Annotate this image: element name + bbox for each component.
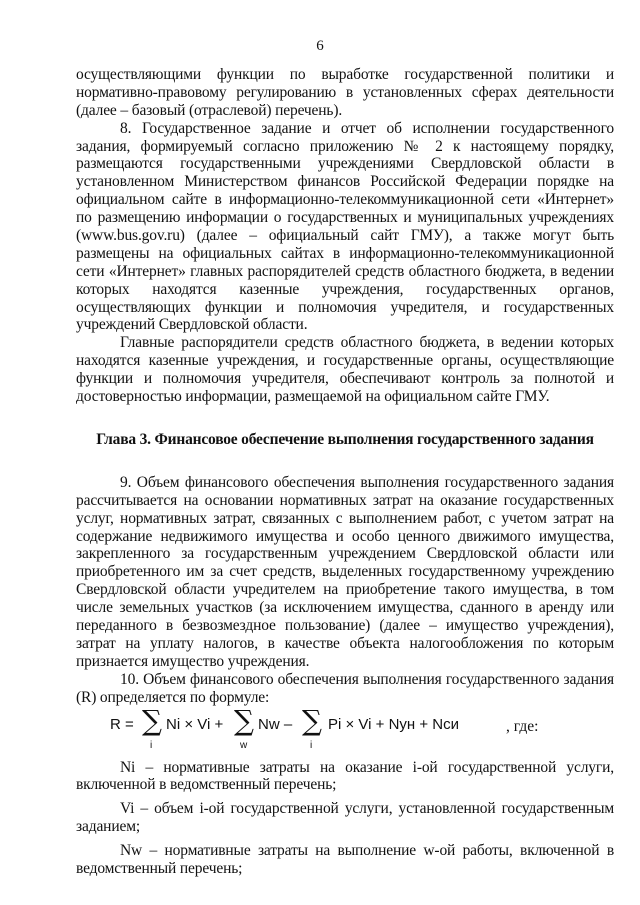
text-line: по размещению информации о государственных и муниципальных учреждениях	[76, 209, 614, 227]
paragraph-9	[76, 474, 614, 671]
sigma-subscript: i	[310, 739, 313, 751]
chapter-heading: Глава 3. Финансовое обеспечение выполнения государственного задания	[96, 430, 594, 448]
paragraph-10	[76, 671, 614, 707]
formula-term-3: Pi × Vi + Nун + Nси	[328, 715, 460, 733]
text-line: которых находятся казенные учреждения, государственных органов,	[76, 280, 614, 298]
text-line: ведомственный перечень;	[76, 859, 243, 877]
text-line: находятся казенные учреждения, и государственные органы, осуществляющие	[76, 352, 614, 370]
paragraph-controls	[76, 334, 614, 406]
text-line: переданного в безвозмездное пользование) (далее – имущество учреждения),	[76, 617, 614, 635]
formula-suffix: , где:	[506, 717, 539, 735]
text-line: включенной в ведомственный перечень;	[76, 776, 337, 794]
definition-nw	[76, 842, 614, 878]
text-line: задания, формируемый согласно приложению № 2 к настоящему порядку,	[76, 137, 614, 155]
text-line: 10. Объем финансового обеспечения выполнения государственного задания	[120, 670, 614, 688]
sigma-subscript: i	[150, 739, 153, 751]
text-line: Главные распорядители средств областного бюджета, в ведении которых	[120, 334, 614, 352]
text-line: заданием;	[76, 818, 141, 836]
text-line: (R) определяется по формуле:	[76, 688, 270, 706]
sigma-symbol: ∑	[234, 703, 254, 737]
definition-vi	[76, 800, 614, 836]
text-line: закрепленного за государственным учреждением Свердловской области или	[76, 545, 614, 563]
formula	[76, 703, 614, 759]
text-line: числе земельных участков (за исключением имущества, сданного в аренду или	[76, 599, 614, 617]
text-line: 8. Государственное задание и отчет об исполнении государственного	[120, 119, 614, 137]
definition-ni	[76, 759, 614, 795]
text-line: (далее – базовый (отраслевой) перечень).	[76, 101, 343, 119]
text-line: размещены на официальных сайтах в информационно-телекоммуникационной	[76, 244, 614, 262]
text-line: содержание недвижимого имущества и особо ценного движимого имущества,	[76, 527, 614, 545]
sigma-symbol: ∑	[142, 703, 162, 737]
text-line: услуг, нормативных затрат, связанных с выполнением работ, с учетом затрат на	[76, 509, 614, 527]
text-line: установленном Министерством финансов Российской Федерации порядке на	[76, 173, 614, 191]
text-line: Ni – нормативные затраты на оказание i-ой государственной услуги,	[120, 758, 614, 776]
text-line: (www.bus.gov.ru) (далее – официальный сайт ГМУ), а также могут быть	[76, 227, 614, 245]
page-number: 6	[316, 38, 324, 54]
text-line: сети «Интернет» главных распорядителей средств областного бюджета, в ведении	[76, 262, 614, 280]
formula-lhs: R =	[110, 715, 134, 733]
text-line: 9. Объем финансового обеспечения выполнения государственного задания	[120, 473, 614, 491]
sigma-subscript: w	[240, 739, 248, 751]
paragraph-8	[76, 120, 614, 335]
text-line: Свердловской области учредителем на приобретение такого имущества, в том	[76, 581, 614, 599]
document-body	[76, 66, 614, 878]
text-line: осуществляющими функции по выработке государственной политики и	[76, 66, 614, 83]
paragraph-1	[76, 66, 614, 120]
sigma-symbol: ∑	[302, 703, 322, 737]
text-line: учреждений Свердловской области.	[76, 316, 308, 334]
text-line: затрат на уплату налогов, в качестве объекта налогообложения по которым	[76, 634, 614, 652]
formula-term-1: Ni × Vi +	[166, 715, 224, 733]
text-line: осуществляющих функции и полномочия учредителя, и государственных	[76, 298, 614, 316]
text-line: официальном сайте в информационно-телекоммуникационной сети «Интернет»	[76, 191, 614, 209]
text-line: приобретенного им за счет средств, выделенных государственному учреждению	[76, 563, 614, 581]
text-line: достоверностью информации, размещаемой на официальном сайте ГМУ.	[76, 388, 550, 406]
text-line: Nw – нормативные затраты на выполнение w-ой работы, включенной в	[120, 842, 614, 860]
text-line: размещаются государственными учреждениями Свердловской области в	[76, 155, 614, 173]
text-line: нормативно-правовому регулированию в установленных сферах деятельности	[76, 83, 614, 101]
text-line: рассчитывается на основании нормативных затрат на оказание государственных	[76, 491, 614, 509]
text-line: признается имущество учреждения.	[76, 652, 310, 670]
formula-term-2: Nw –	[258, 715, 293, 733]
text-line: функции и полномочия учредителя, обеспечивают контроль за полнотой и	[76, 370, 614, 388]
text-line: Vi – объем i-ой государственной услуги, установленной государственным	[120, 800, 614, 818]
